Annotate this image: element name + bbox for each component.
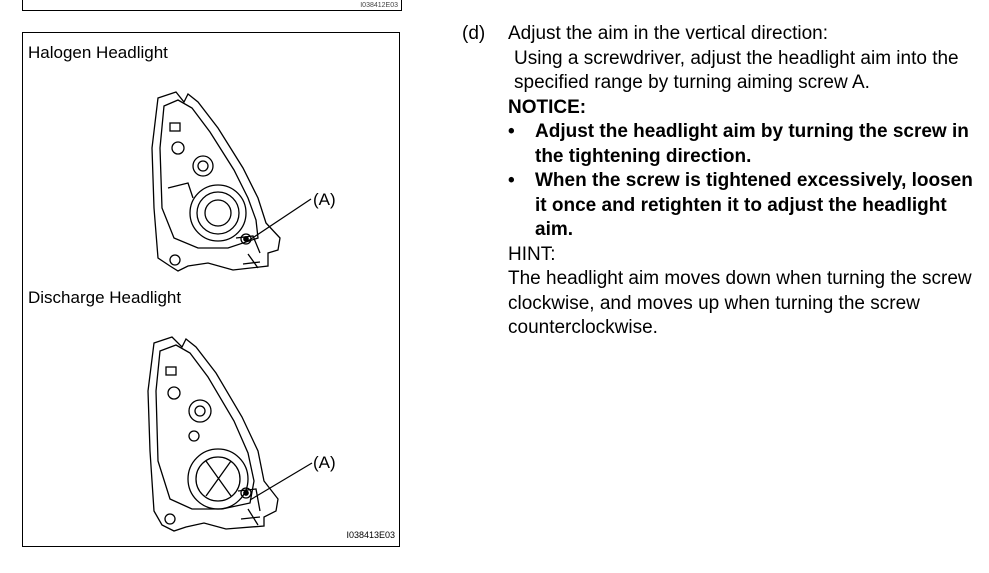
discharge-headlight-label: Discharge Headlight — [28, 288, 182, 307]
previous-figure-code: I038412E03 — [360, 2, 398, 9]
halogen-headlight-label: Halogen Headlight — [28, 43, 168, 62]
step-instruction: Using a screwdriver, adjust the headlight aim into the specified range by turning aiming screw A. — [514, 47, 959, 93]
procedure-step — [462, 22, 987, 341]
previous-figure-frame — [22, 0, 402, 11]
bullet-icon: • — [508, 121, 515, 142]
step-letter: (d) — [462, 23, 486, 44]
hint-label: HINT: — [508, 243, 556, 265]
notice-text: Adjust the headlight aim by turning the screw in the tightening direction. — [535, 121, 969, 167]
hint-text: The headlight aim moves down when turning the screw clockwise, and moves up when turning the screw counterclockwise. — [508, 268, 972, 338]
callout-line-halogen — [246, 196, 316, 256]
callout-a-discharge: (A) — [313, 453, 336, 472]
callout-line-discharge — [248, 460, 318, 510]
step-title: Adjust the aim in the vertical direction: — [508, 23, 828, 44]
figure-code: I038413E03 — [346, 530, 395, 540]
notice-list — [508, 120, 987, 243]
notice-item — [508, 169, 987, 243]
callout-a-halogen: (A) — [313, 190, 336, 209]
headlight-figure-panel — [22, 32, 400, 547]
bullet-icon: • — [508, 170, 515, 191]
notice-item — [508, 120, 987, 169]
notice-label: NOTICE: — [508, 96, 587, 118]
notice-text: When the screw is tightened excessively, loosen it once and retighten it to adjust the headlight aim. — [535, 170, 973, 240]
